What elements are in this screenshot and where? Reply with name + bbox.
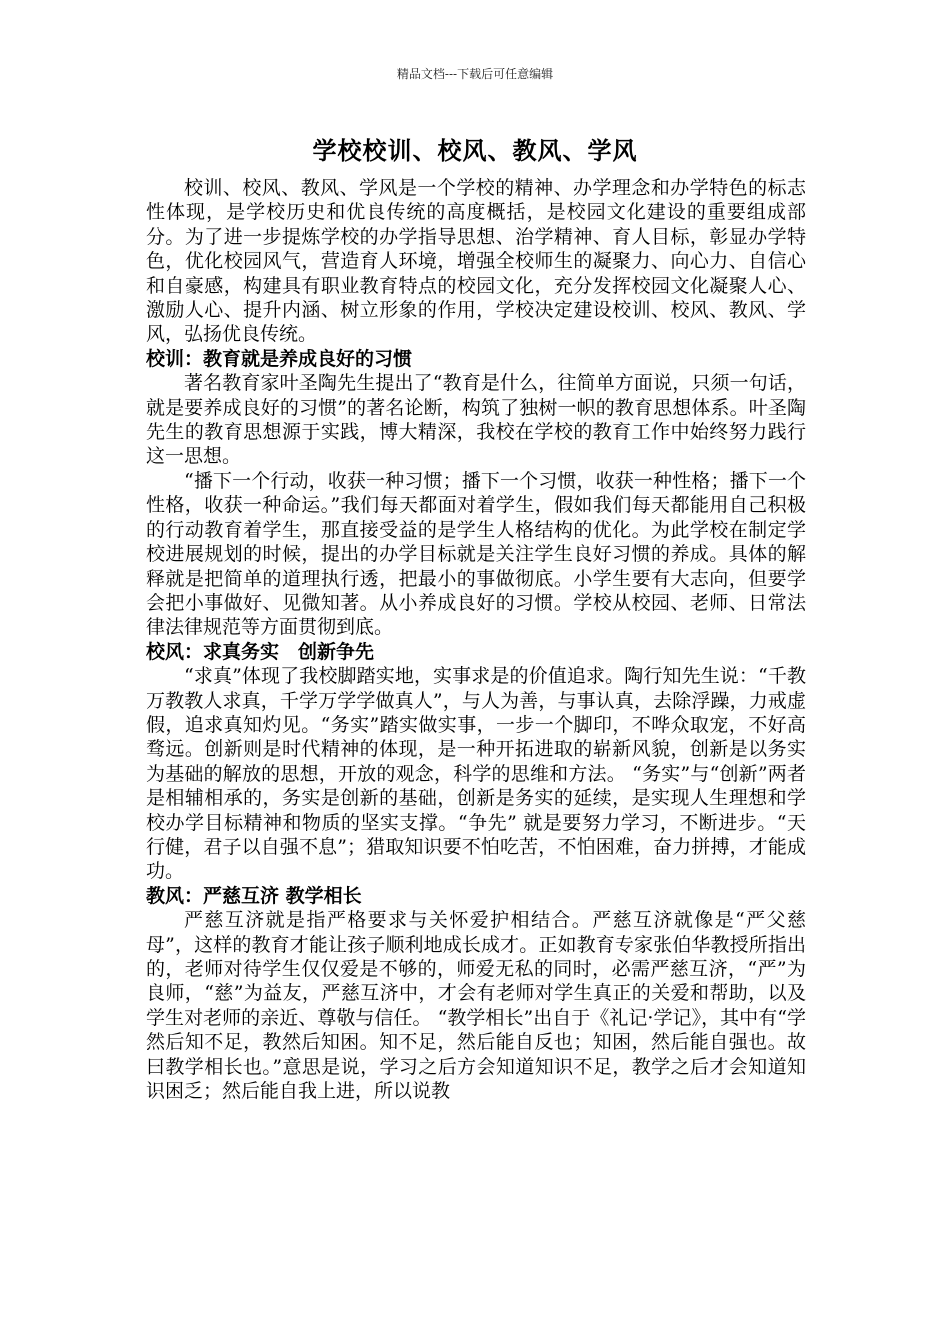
document-body bbox=[146, 176, 806, 1103]
school-spirit-paragraph: “求真”体现了我校脚踏实地，实事求是的价值追求。陶行知先生说：“千教万教教人求真，千学万学学做真人”，与人为善，与事认真，去除浮躁，力戒虚假，追求真知灼见。“务实”踏实做实事，一步一个脚印，不哗众取宠，不好高骛远。创新则是时代精神的体现，是一种开拓进取的崭新风貌，创新是以务实为基础的解放的思想，开放的观念，科学的思维和方法。 “务实”与“创新”两者是相辅相承的，务实是创新的基础，创新是务实的延续，是实现人生理想和学校办学目标精神和物质的坚实支撑。“争先” 就是要努力学习，不断进步。“天行健，君子以自强不息”；猎取知识要不怕吃苦，不怕困难，奋力拼搏，才能成功。 bbox=[146, 665, 806, 883]
teaching-style-paragraph: 严慈互济就是指严格要求与关怀爱护相结合。严慈互济就像是“严父慈母”，这样的教育才能让孩子顺利地成长成才。正如教育专家张伯华教授所指出的，老师对待学生仅仅爱是不够的，师爱无私的同时，必需严慈互济，“严”为良师，“慈”为益友，严慈互济中，才会有老师对学生真正的关爱和帮助，以及学生对老师的亲近、尊敬与信任。 “教学相长”出自于《礼记·学记》，其中有“学然后知不足，教然后知困。知不足，然后能自反也；知困，然后能自强也。故曰教学相长也。”意思是说，学习之后方会知道知识不足，教学之后才会知道知识困乏；然后能自我上进，所以说教 bbox=[146, 909, 806, 1103]
motto-paragraph-2: “播下一个行动，收获一种习惯；播下一个习惯，收获一种性格；播下一个性格，收获一种命运。”我们每天都面对着学生，假如我们每天都能用自己积极的行动教育着学生，那直接受益的是学生人格结构的优化。为此学校在制定学校进展规划的时候，提出的办学目标就是关注学生良好习惯的养成。具体的解释就是把简单的道理执行透，把最小的事做彻底。小学生要有大志向，但要学会把小事做好、见微知著。从小养成良好的习惯。学校从校园、老师、日常法律法律规范等方面贯彻到底。 bbox=[146, 469, 806, 639]
document-title: 学校校训、校风、教风、学风 bbox=[312, 136, 638, 165]
intro-paragraph: 校训、校风、教风、学风是一个学校的精神、办学理念和办学特色的标志性体现，是学校历史和优良传统的高度概括，是校园文化建设的重要组成部分。为了进一步提炼学校的办学指导思想、治学精神、育人目标，彰显办学特色，优化校园风气，营造育人环境，增强全校师生的凝聚力、向心力、自信心和自豪感，构建具有职业教育特点的校园文化，充分发挥校园文化凝聚人心、激励人心、提升内涵、树立形象的作用，学校决定建设校训、校风、教风、学风，弘扬优良传统。 bbox=[146, 177, 806, 346]
section-heading-school-spirit: 校风：求真务实 创新争先 bbox=[146, 640, 375, 663]
section-heading-motto: 校训：教育就是养成良好的习惯 bbox=[146, 347, 413, 370]
page-header: 精品文档---下载后可任意编辑 bbox=[396, 67, 554, 81]
section-heading-teaching-style: 教风：严慈互济 教学相长 bbox=[146, 884, 362, 907]
motto-paragraph-1: 著名教育家叶圣陶先生提出了“教育是什么，往简单方面说，只须一句话，就是要养成良好的习惯”的著名论断，构筑了独树一帜的教育思想体系。叶圣陶先生的教育思想源于实践，博大精深，我校在学校的教育工作中始终努力践行这一思想。 bbox=[146, 372, 806, 468]
